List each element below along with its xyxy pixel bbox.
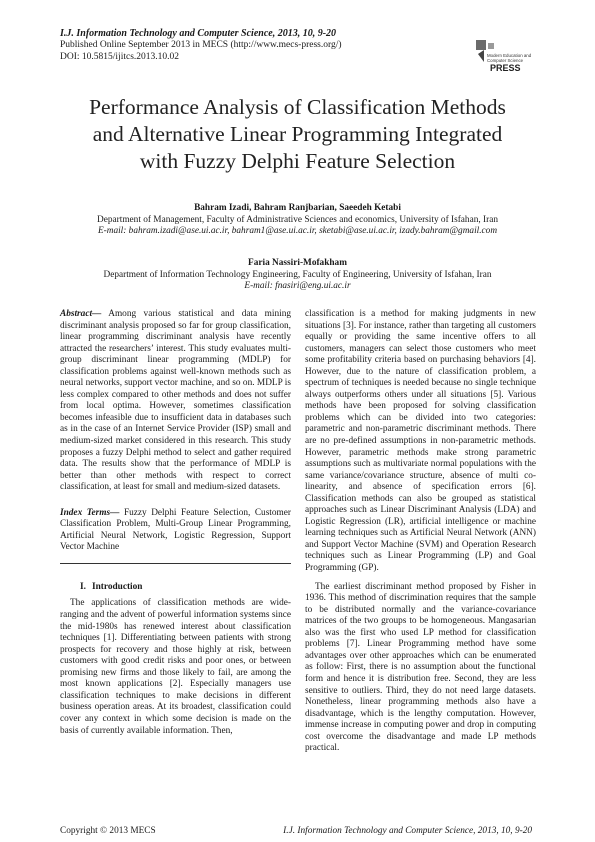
svg-text:Modern Education and: Modern Education and — [487, 53, 532, 58]
paper-title — [45, 94, 550, 175]
title-line-1: Performance Analysis of Classification Methods — [89, 95, 506, 119]
running-header — [60, 28, 530, 63]
author-names: Faria Nassiri-Mofakham — [248, 258, 347, 268]
index-terms — [60, 508, 291, 554]
intro-paragraph: The applications of classification methods are wide-ranging and the advent of powerful information systems since the mid-1980s has renewed interest about classification techniques [1]. Differentiating between patients with strong prospects for recovery and those highly at risk, between customers with good credit risks and poor ones, or between promising new firms and those likely to fail, are among the most known applications [2]. Especially managers use classification techniques to make decisions in different business operation areas. At its broadest, classification could cover any context in which some decision is made on the basis of currently available information. Then, — [60, 598, 291, 736]
svg-text:Computer Science: Computer Science — [487, 58, 524, 63]
right-column — [305, 309, 536, 755]
index-terms-text: Fuzzy Delphi Feature Selection, Customer Classification Problem, Multi-Group Linear Programming, Artificial Neural Network, Logistic Regression, Support Vector Machine — [60, 507, 291, 553]
abstract-text: Among various statistical and data mining discriminant analysis proposed so far for group classification, linear programming discriminant analysis have recently attracted the researchers’ interest. This study evaluates multi-group discriminant linear programming (MDLP) for classification problems against well-known methods such as neural networks, support vector machine, and so on. MDLP is less complex compared to other methods and does not suffer from local optima. However, sometimes classification becomes infeasible due to insufficient data in databases such as in the case of an Internet Service Provider (ISP) small and medium-sized market considered in this research. This study proposes a fuzzy Delphi method to select and gather required data. The results show that the performance of MDLP is better than other methods with respect to correct classification, at least for small and medium-sized datasets. — [60, 309, 291, 493]
author-block-2 — [40, 258, 555, 293]
author-block-1 — [40, 203, 555, 238]
section-heading — [60, 582, 291, 594]
journal-citation: I.J. Information Technology and Computer Science, 2013, 10, 9-20 — [60, 28, 337, 39]
author-affiliation: Department of Information Technology Engineering, Faculty of Engineering, University of Isfahan, Iran — [103, 269, 492, 280]
publication-info: Published Online September 2013 in MECS (http://www.mecs-press.org/) — [60, 40, 342, 50]
svg-text:PRESS: PRESS — [490, 63, 521, 73]
footer-journal: I.J. Information Technology and Computer Science, 2013, 10, 9-20 — [283, 826, 532, 836]
index-terms-label: Index Terms— — [60, 507, 120, 518]
body-paragraph: classification is a method for making judgments in new situations [3]. For instance, rather than targeting all customers equally or providing the same incentive offers to all customers, managers can select those customers who meet some profitability criteria based on purchasing behaviors [4]. However, due to the nature of classification problem, a spectrum of techniques is needed because no single technique always outperforms others under all situations [5]. Various methods have been proposed for solving classification problems which can be divided into two categories: parametric and non-parametric discriminant methods. There are no pre-defined assumptions in non-parametric methods. However, parametric methods make strong parametric assumptions such as multivariate normal populations with the same variance/covariance structure, absence of multi co-linearity, and absence of specification errors [6]. Classification methods can also be grouped as statistical approaches such as Linear Discriminant Analysis (LDA) and Logistic Regression (LR), artificial intelligence or machine learning techniques such as Artificial Neural Network (ANN) and Support Vector Machine (SVM) and Operation Research techniques such as Linear Programming (LP) and Goal Programming (GP). — [305, 309, 536, 574]
title-line-2: and Alternative Linear Programming Integrated — [92, 122, 503, 146]
section-title: Introduction — [92, 581, 143, 592]
author-emails: E-mail: bahram.izadi@ase.ui.ac.ir, bahram1@ase.ui.ac.ir, sketabi@ase.ui.ac.ir, izady.bahram@gmail.com — [97, 226, 498, 237]
author-names: Bahram Izadi, Bahram Ranjbarian, Saeedeh Ketabi — [194, 203, 401, 213]
title-line-3: with Fuzzy Delphi Feature Selection — [139, 149, 456, 173]
doi: DOI: 10.5815/ijitcs.2013.10.02 — [60, 51, 180, 62]
abstract-label: Abstract— — [60, 309, 102, 319]
author-emails: E-mail: fnasiri@eng.ui.ac.ir — [244, 281, 351, 292]
author-affiliation: Department of Management, Faculty of Administrative Sciences and economics, University of Isfahan, Iran — [97, 214, 498, 225]
abstract — [60, 309, 291, 494]
copyright: Copyright © 2013 MECS — [60, 826, 156, 836]
left-column — [60, 309, 291, 737]
body-paragraph: The earliest discriminant method proposed by Fisher in 1936. This method of discrimination requires that the sample to be distributed normally and the variance-covariance matrices of the two groups to be homogeneous. Mangasarian also was the first who used LP method for classification problems [7]. Linear Programming method have some advantages over other approaches which can be enumerated as follow: First, there is no assumption about the functional form and hence it is distribution free. Second, they are less sensitive to outliers. Third, they do not need large datasets. Nonetheless, linear programming methods also have a disadvantage, which is the lengthy computation. However, immense increase in computing power and drop in computing cost overcome the disadvantage and made LP methods practical. — [305, 581, 536, 754]
section-number: I. — [80, 581, 86, 592]
publisher-logo — [476, 40, 532, 74]
